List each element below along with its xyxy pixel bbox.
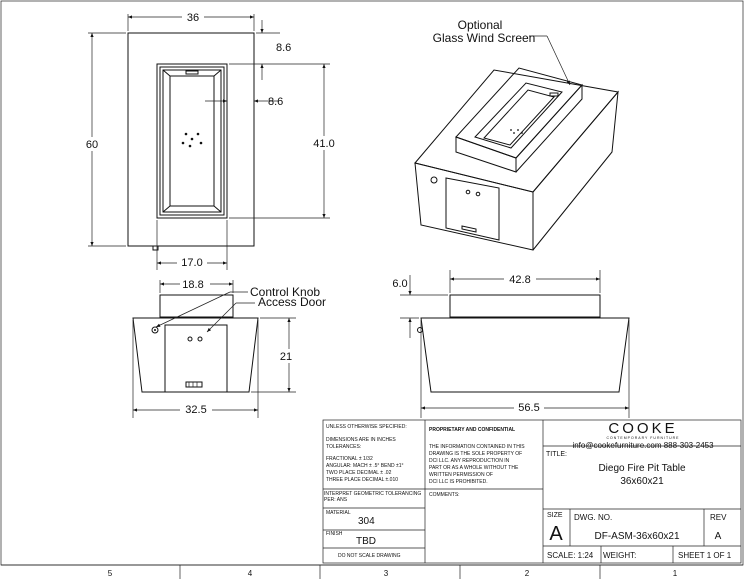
dim-height-front: 21 [279,351,293,363]
control-knob-side [418,328,423,333]
drawing-title: Diego Fire Pit Table [598,463,686,474]
weight-field: WEIGHT: [603,551,637,560]
iso-wind-screen-top [456,68,582,158]
side-view [390,270,629,418]
table-body-side [421,318,629,392]
proprietary-line: PART OR AS A WHOLE WITHOUT THE [429,465,519,471]
company-tagline: CONTEMPORARY FURNITURE [606,436,680,440]
tolerance-heading: UNLESS OTHERWISE SPECIFIED: [326,424,407,430]
company-logo: COOKE [608,420,678,437]
dwg-no-label: DWG. NO. [574,513,613,522]
burner-holes [182,133,203,148]
iso-side-face [533,92,618,250]
tolerance-line: TWO PLACE DECIMAL ± .02 [326,470,392,476]
zone-label: 2 [524,569,530,578]
dim-screen-height-side: 6.0 [392,278,408,290]
finish-value: TBD [356,536,376,547]
size-label: SIZE [547,512,563,519]
material-label: MATERIAL [326,510,351,516]
rev-value: A [714,531,722,542]
title-label: TITLE: [546,451,568,458]
isometric-view [415,18,618,250]
iso-front-face [415,163,533,250]
front-view [133,278,326,418]
burner-pan-outer [157,64,227,218]
proprietary-line: DRAWING IS THE SOLE PROPERTY OF [429,451,523,457]
proprietary-heading: PROPRIETARY AND CONFIDENTIAL [429,427,516,433]
dim-length-top: 60 [85,139,99,151]
callout-control-knob: Control Knob [250,285,321,299]
company-contact: info@cookefurniture.com 888-303-2453 [572,441,714,450]
wind-screen-front [160,295,233,317]
callout-optional: Optional [457,18,503,32]
title-block [323,420,741,563]
tolerance-line: ANGULAR: MACH ± .5° BEND ±1° [326,463,404,469]
zone-label: 4 [247,569,253,578]
dim-width-top: 36 [186,12,200,24]
dim-screen-width-side: 42.8 [509,274,531,286]
callout-access-door: Access Door [258,295,327,309]
dim-screen-width-front: 18.8 [182,279,204,291]
dim-top-offset: 8.6 [276,42,292,54]
comments-label: COMMENTS: [429,492,460,498]
dim-side-offset: 8.6 [268,96,284,108]
tolerance-line: FRACTIONAL ± 1/32 [326,456,373,462]
zone-labels [108,569,678,578]
dim-inner-width: 17.0 [181,257,203,269]
tolerance-line: THREE PLACE DECIMAL ±.010 [326,477,399,483]
tolerance-line: DIMENSIONS ARE IN INCHES [326,437,396,443]
dim-base-width-front: 32.5 [185,404,207,416]
no-scale-note: DO NOT SCALE DRAWING [338,553,401,559]
zone-label: 3 [383,569,389,578]
iso-top-face [415,70,618,192]
dim-base-length-side: 56.5 [518,402,540,414]
callout-wind-screen: Glass Wind Screen [432,31,536,45]
dim-inner-length: 41.0 [313,138,335,150]
iso-control-knob [431,177,437,183]
drawing-subtitle: 36x60x21 [620,476,664,487]
finish-label: FINISH [326,531,343,537]
size-value: A [549,523,563,545]
iso-wind-screen-front [456,137,516,172]
proprietary-line: DCI LLC. ANY REPRODUCTION IN [429,458,510,464]
rev-label: REV [710,513,727,522]
proprietary-line: WRITTEN PERMISSION OF [429,472,493,478]
zone-label: 5 [107,569,113,578]
proprietary-line: THE INFORMATION CONTAINED IN THIS [429,444,525,450]
tolerance-line: TOLERANCES: [326,444,362,450]
zone-label: 1 [672,569,678,578]
burner-pan-inner [170,76,214,206]
sheet-field: SHEET 1 OF 1 [678,551,732,560]
dwg-no-value: DF-ASM-36x60x21 [594,531,680,542]
top-view [82,10,340,270]
scale-field: SCALE: 1:24 [547,551,594,560]
iso-access-door [446,178,499,240]
interpret-tolerancing: INTERPRET GEOMETRIC TOLERANCING PER: ANS [324,491,422,503]
proprietary-line: DCI LLC IS PROHIBITED. [429,479,488,485]
wind-screen-side [450,295,600,317]
material-value: 304 [358,516,375,527]
